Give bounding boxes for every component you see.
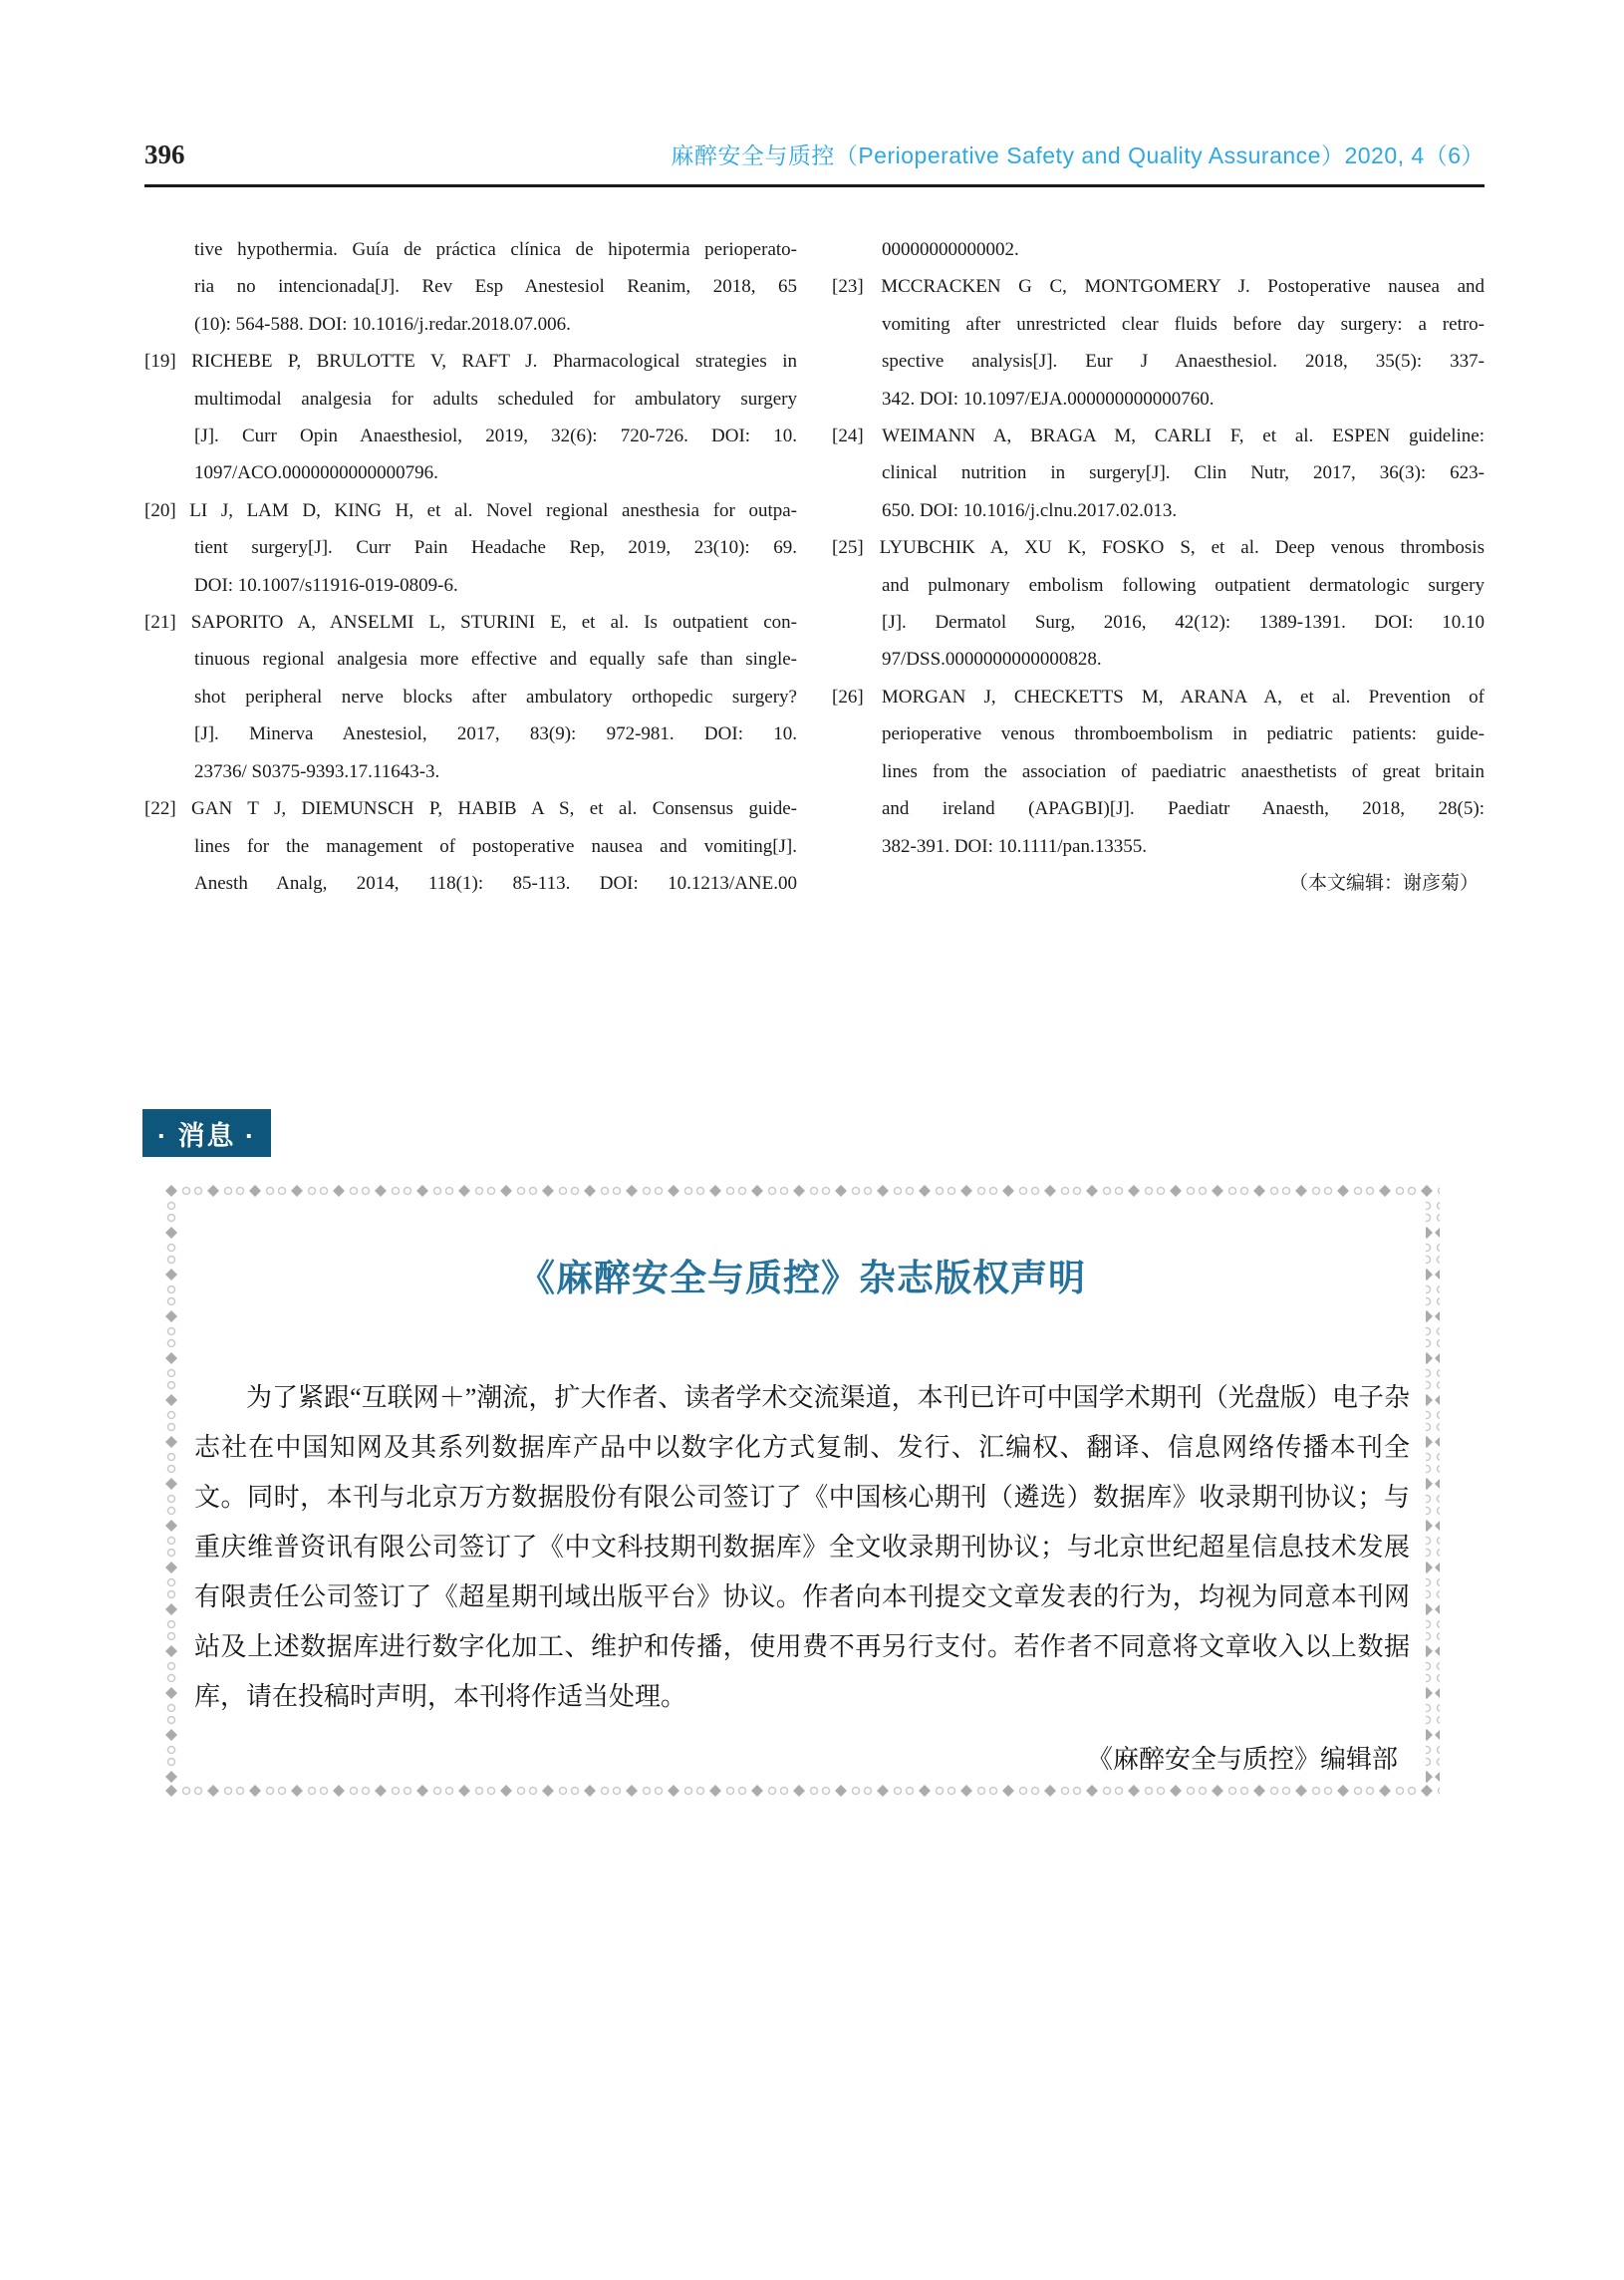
reference-line: 382-391. DOI: 10.1111/pan.13355. bbox=[882, 835, 1147, 857]
reference-line: vomiting after unrestricted clear fluids before day surgery: a retro- bbox=[882, 313, 1485, 335]
reference-line: lines from the association of paediatric anaesthetists of great britain bbox=[882, 760, 1485, 782]
reference-line: multimodal analgesia for adults scheduled for ambulatory surgery bbox=[194, 388, 797, 410]
reference-line: 00000000000002. bbox=[882, 239, 1019, 260]
reference-line: [J]. Dermatol Surg, 2016, 42(12): 1389-1391. DOI: 10.10 bbox=[882, 612, 1485, 634]
reference-line: 97/DSS.0000000000000828. bbox=[882, 649, 1102, 671]
reference-line: [20] LI J, LAM D, KING H, et al. Novel regional anesthesia for outpa- bbox=[144, 499, 797, 521]
notice-signature: 《麻醉安全与质控》编辑部 bbox=[1086, 1745, 1398, 1774]
reference-line: spective analysis[J]. Eur J Anaesthesiol. 2018, 35(5): 337- bbox=[882, 351, 1485, 373]
reference-line: [26] MORGAN J, CHECKETTS M, ARANA A, et al. Prevention of bbox=[832, 686, 1485, 708]
reference-line: and pulmonary embolism following outpatient dermatologic surgery bbox=[882, 574, 1485, 596]
running-head bbox=[144, 138, 1485, 187]
reference-column-left bbox=[144, 231, 797, 902]
journal-title: 麻醉安全与质控（Perioperative Safety and Quality Assurance）2020, 4（6） bbox=[671, 142, 1485, 168]
page-number: 396 bbox=[144, 140, 185, 169]
reference-line: 23736/ S0375-9393.17.11643-3. bbox=[194, 760, 440, 782]
reference-column-right bbox=[832, 231, 1485, 902]
reference-line: and ireland (APAGBI)[J]. Paediatr Anaesth, 2018, 28(5): bbox=[882, 798, 1485, 820]
reference-line: 650. DOI: 10.1016/j.clnu.2017.02.013. bbox=[882, 499, 1178, 521]
notice-body: 为了紧跟“互联网＋”潮流，扩大作者、读者学术交流渠道，本刊已许可中国学术期刊（光盘版）电子杂志社在中国知网及其系列数据库产品中以数字化方式复制、发行、汇编权、翻译、信息网络传播本刊全文。同时，本刊与北京万方数据股份有限公司签订了《中国核心期刊（遴选）数据库》收录期刊协议；与重庆维普资讯有限公司签订了《中文科技期刊数据库》全文收录期刊协议；与北京世纪超星信息技术发展有限责任公司签订了《超星期刊域出版平台》协议。作者向本刊提交文章发表的行为，均视为同意本刊网站及上述数据库进行数字化加工、维护和传播，使用费不再另行支付。若作者不同意将文章收入以上数据库，请在投稿时声明，本刊将作适当处理。 bbox=[194, 1383, 1410, 1711]
reference-line: [J]. Curr Opin Anaesthesiol, 2019, 32(6): 720-726. DOI: 10. bbox=[194, 426, 797, 447]
reference-line: [23] MCCRACKEN G C, MONTGOMERY J. Postoperative nausea and bbox=[832, 276, 1485, 298]
reference-line: [J]. Minerva Anestesiol, 2017, 83(9): 972-981. DOI: 10. bbox=[194, 723, 797, 745]
notice-box bbox=[164, 1184, 1440, 1799]
reference-line: tinuous regional analgesia more effective and equally safe than single- bbox=[194, 649, 797, 671]
reference-line: shot peripheral nerve blocks after ambulatory orthopedic surgery? bbox=[194, 686, 797, 708]
references-section bbox=[144, 231, 1485, 902]
reference-line: 342. DOI: 10.1097/EJA.000000000000760. bbox=[882, 388, 1215, 410]
reference-line: （本文编辑：谢彦菊） bbox=[1288, 872, 1479, 894]
reference-line: [25] LYUBCHIK A, XU K, FOSKO S, et al. Deep venous thrombosis bbox=[832, 537, 1485, 559]
reference-line: tive hypothermia. Guía de práctica clínica de hipotermia perioperato- bbox=[194, 239, 797, 260]
reference-line: clinical nutrition in surgery[J]. Clin Nutr, 2017, 36(3): 623- bbox=[882, 462, 1485, 484]
reference-line: [22] GAN T J, DIEMUNSCH P, HABIB A S, et al. Consensus guide- bbox=[144, 798, 797, 820]
reference-line: (10): 564-588. DOI: 10.1016/j.redar.2018.07.006. bbox=[194, 313, 571, 335]
reference-line: lines for the management of postoperative nausea and vomiting[J]. bbox=[194, 835, 797, 857]
reference-line: Anesth Analg, 2014, 118(1): 85-113. DOI: 10.1213/ANE.00 bbox=[194, 872, 797, 894]
notice-content bbox=[194, 1198, 1410, 1785]
reference-line: DOI: 10.1007/s11916-019-0809-6. bbox=[194, 574, 458, 596]
notice-title: 《麻醉安全与质控》杂志版权声明 bbox=[518, 1258, 1086, 1298]
reference-line: ria no intencionada[J]. Rev Esp Anestesiol Reanim, 2018, 65 bbox=[194, 276, 797, 298]
reference-line: [24] WEIMANN A, BRAGA M, CARLI F, et al. ESPEN guideline: bbox=[832, 426, 1485, 447]
reference-line: [21] SAPORITO A, ANSELMI L, STURINI E, et al. Is outpatient con- bbox=[144, 612, 797, 634]
reference-line: 1097/ACO.0000000000000796. bbox=[194, 462, 438, 484]
reference-line: [19] RICHEBE P, BRULOTTE V, RAFT J. Pharmacological strategies in bbox=[144, 351, 797, 373]
reference-line: perioperative venous thromboembolism in pediatric patients: guide- bbox=[882, 723, 1485, 745]
notice-badge: · 消息 · bbox=[142, 1109, 271, 1157]
reference-line: tient surgery[J]. Curr Pain Headache Rep, 2019, 23(10): 69. bbox=[194, 537, 797, 559]
